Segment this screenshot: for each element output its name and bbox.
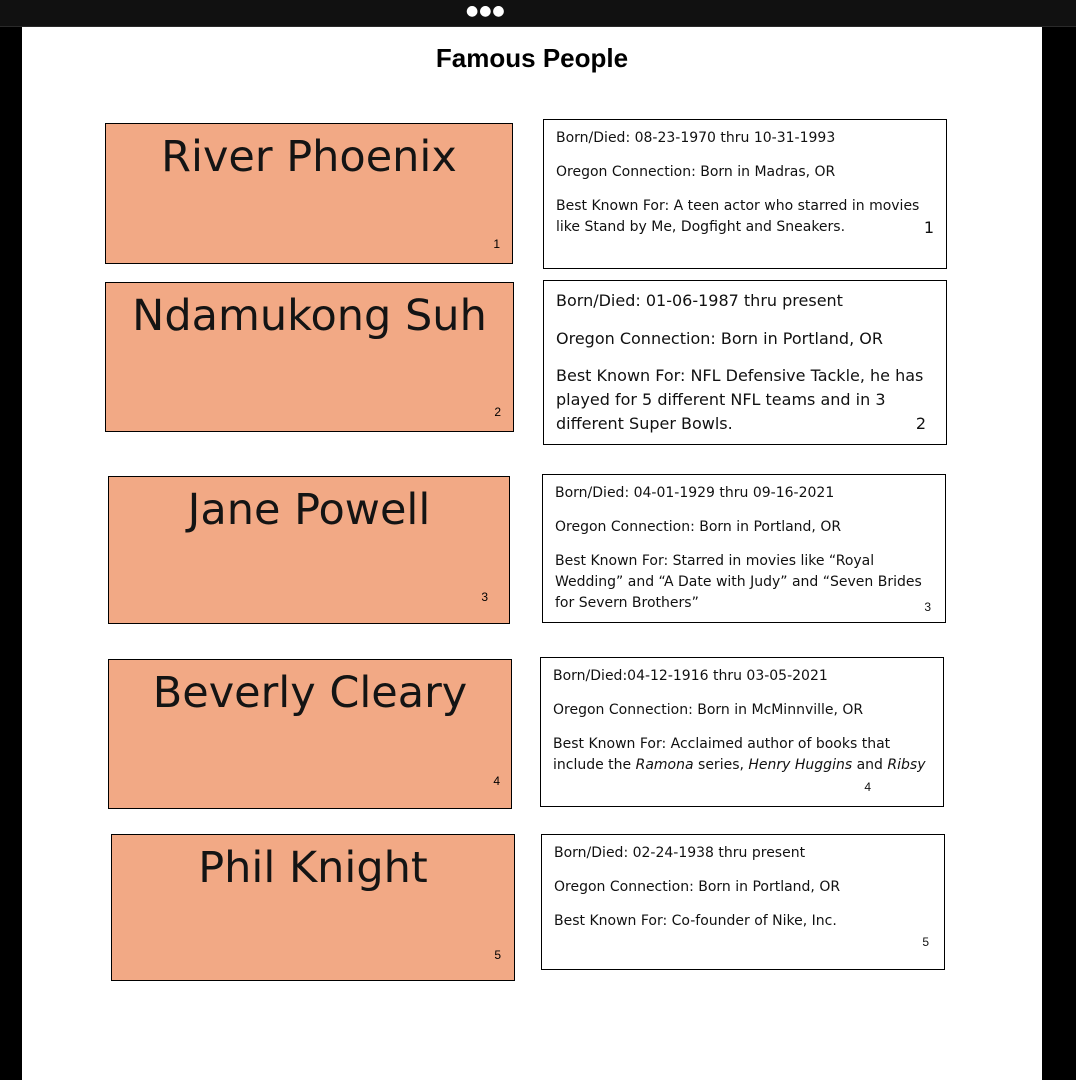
born-died: Born/Died: 08-23-1970 thru 10-31-1993: [556, 130, 836, 146]
info-card-river-phoenix: [543, 119, 947, 269]
name-card-ndamukong-suh: [105, 282, 514, 432]
book-title: Ramona: [635, 757, 694, 773]
born-died: Born/Died: 01-06-1987 thru present: [556, 291, 843, 310]
card-number: 2: [494, 405, 501, 419]
oregon-connection: Oregon Connection: Born in McMinnville, OR: [553, 702, 864, 718]
person-name: Beverly Cleary: [152, 668, 468, 718]
oregon-connection: Oregon Connection: Born in Madras, OR: [556, 164, 836, 180]
born-died: Born/Died: 04-01-1929 thru 09-16-2021: [555, 485, 835, 501]
card-number: 4: [493, 774, 500, 788]
info-number: 5: [922, 935, 929, 949]
best-known-for: Best Known For: NFL Defensive Tackle, he has played for 5 different NFL teams and in 3 different Super Bowls. 2: [556, 364, 934, 436]
best-known-for: Best Known For: Starred in movies like “Royal Wedding” and “A Date with Judy” and “Seven Brides for Severn Brothers”: [555, 553, 922, 611]
card-number: 3: [481, 590, 488, 604]
info-number: 1: [923, 218, 934, 237]
person-name: River Phoenix: [161, 132, 457, 182]
name-card-jane-powell: [108, 476, 510, 624]
info-number: 4: [864, 780, 871, 794]
name-card-phil-knight: [111, 834, 515, 981]
person-name: Jane Powell: [187, 485, 431, 535]
person-name: Ndamukong Suh: [132, 291, 487, 341]
card-number: 5: [494, 948, 501, 962]
document-page: [22, 27, 1042, 1080]
info-number: 2: [915, 414, 926, 433]
info-card-jane-powell: [542, 474, 946, 623]
born-died: Born/Died: 02-24-1938 thru present: [554, 845, 806, 861]
info-number: 3: [924, 600, 931, 614]
name-card-beverly-cleary: [108, 659, 512, 809]
book-title: Henry Huggins: [748, 757, 853, 773]
best-known-for: Best Known For: Acclaimed author of books that include the Ramona series, Henry Huggins and Ribsy: [553, 736, 926, 773]
person-name: Phil Knight: [198, 843, 428, 893]
window-top-bar: [0, 0, 1076, 27]
oregon-connection: Oregon Connection: Born in Portland, OR: [555, 519, 842, 535]
book-title: Ribsy: [887, 757, 926, 773]
card-number: 1: [493, 237, 500, 251]
more-options-icon[interactable]: ●●●: [466, 3, 506, 19]
oregon-connection: Oregon Connection: Born in Portland, OR: [556, 329, 883, 348]
best-known-for: Best Known For: Co-founder of Nike, Inc.: [554, 913, 837, 929]
name-card-river-phoenix: [105, 123, 513, 264]
info-card-ndamukong-suh: [543, 280, 947, 445]
born-died: Born/Died:04-12-1916 thru 03-05-2021: [553, 668, 828, 684]
info-card-phil-knight: [541, 834, 945, 970]
oregon-connection: Oregon Connection: Born in Portland, OR: [554, 879, 841, 895]
page-title: Famous People: [435, 43, 629, 73]
best-known-for: Best Known For: A teen actor who starred in movies like Stand by Me, Dogfight and Sneakers. 1: [556, 198, 934, 237]
info-card-beverly-cleary: [540, 657, 944, 807]
